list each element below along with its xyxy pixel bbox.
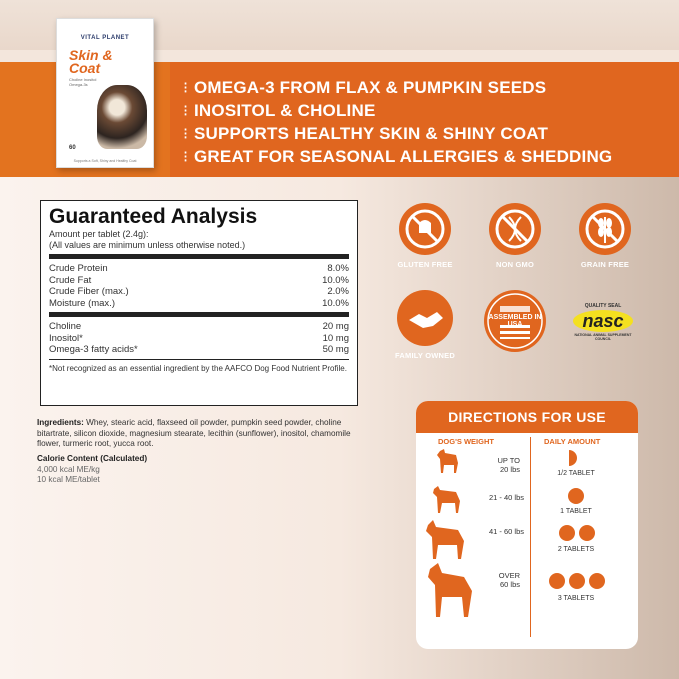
amount-per-tablet: Amount per tablet (2.4g):: [49, 229, 149, 239]
headline-item: [183, 76, 612, 99]
nasc-top-text: QUALITY SEAL: [584, 303, 622, 309]
bullet-icon: ⁝: [183, 125, 189, 143]
weight-label: 21 - 40 lbs: [488, 493, 524, 502]
weight-line: 20 lbs: [499, 465, 520, 474]
directions-title: DIRECTIONS FOR USE: [416, 401, 638, 433]
divider: [49, 359, 349, 360]
badge-label: GRAIN FREE: [580, 260, 630, 269]
product-box-image: [56, 18, 154, 168]
nutrient-name: Moisture (max.): [49, 297, 115, 309]
weight-label: 41 - 60 lbs: [488, 527, 524, 536]
footnote: *Not recognized as an essential ingredient by the AAFCO Dog Food Nutrient Profile.: [49, 363, 347, 373]
handshake-icon: [397, 290, 453, 346]
headline-item: [183, 145, 612, 168]
nutrient-value: 2.0%: [327, 286, 349, 297]
tablet-icon: [569, 573, 585, 589]
calorie-label: Calorie Content (Calculated): [37, 454, 148, 463]
calorie-per-kg: 4,000 kcal ME/kg: [37, 464, 100, 474]
tablet-icon: [559, 525, 575, 541]
grain-free-badge: [570, 203, 640, 269]
guaranteed-analysis-panel: [40, 200, 358, 406]
nutrient-value: 8.0%: [327, 263, 349, 274]
weight-label: [470, 456, 520, 474]
amount-label: 3 TABLETS: [557, 595, 595, 602]
ingredients-text: [37, 418, 367, 450]
analysis-row: [49, 333, 349, 345]
amount-column-header: DAILY AMOUNT: [544, 437, 601, 446]
analysis-row: [49, 275, 349, 287]
weight-column-header: DOG'S WEIGHT: [438, 437, 494, 446]
gluten-free-badge: [390, 203, 460, 269]
product-tagline: Supports a Soft, Shiny and Healthy Coat: [73, 159, 137, 163]
values-note: (All values are minimum unless otherwise noted.): [49, 240, 246, 250]
tablet-icon: [568, 488, 584, 504]
weight-line: OVER: [498, 571, 520, 580]
headline-text: GREAT FOR SEASONAL ALLERGIES & SHEDDING: [194, 146, 613, 166]
tablet-icon: [549, 573, 565, 589]
weight-label: [470, 571, 520, 589]
brand-logo: VITAL PLANET: [80, 35, 130, 41]
headline-text: SUPPORTS HEALTHY SKIN & SHINY COAT: [194, 123, 549, 143]
analysis-title: Guaranteed Analysis: [49, 205, 258, 228]
tablet-count: 60: [69, 145, 76, 151]
divider: [49, 254, 349, 259]
nasc-quality-seal: [568, 303, 638, 341]
small-dog-icon: [434, 445, 462, 475]
product-title-line2: Coat: [69, 60, 101, 76]
badge-label: GLUTEN FREE: [397, 260, 453, 269]
extra-large-dog-icon: [426, 561, 476, 619]
divider: [49, 312, 349, 317]
tablet-icon: [579, 525, 595, 541]
nutrient-name: Crude Fat: [49, 274, 92, 286]
nutrient-name: Crude Fiber (max.): [49, 286, 129, 297]
bullet-icon: ⁝: [183, 79, 189, 97]
ingredients-label: Ingredients:: [37, 418, 84, 427]
calorie-per-tablet: 10 kcal ME/tablet: [37, 475, 100, 484]
weight-line: 60 lbs: [499, 580, 520, 589]
nasc-logo: nasc: [573, 310, 633, 332]
analysis-row: [49, 286, 349, 298]
nutrient-name: Choline: [49, 321, 82, 332]
analysis-row: [49, 344, 349, 356]
column-divider: [530, 437, 531, 637]
assembled-text: ASSEMBLED IN USA: [488, 314, 542, 328]
nasc-bottom-text: NATIONAL ANIMAL SUPPLEMENT COUNCIL: [574, 333, 632, 341]
tablet-icon: [589, 573, 605, 589]
product-title-line1: Skin &: [69, 47, 113, 63]
usa-flag-icon: [484, 290, 546, 352]
non-gmo-icon: [489, 203, 541, 255]
nutrient-value: 20 mg: [322, 321, 349, 332]
nutrient-value: 10.0%: [322, 297, 349, 309]
gluten-free-icon: [399, 203, 451, 255]
amount-label: 2 TABLETS: [557, 546, 595, 553]
headline-list: [183, 76, 612, 168]
bullet-icon: ⁝: [183, 148, 189, 166]
nutrient-value: 10.0%: [322, 274, 349, 286]
non-gmo-badge: [480, 203, 550, 269]
headline-item: [183, 122, 612, 145]
analysis-row: [49, 263, 349, 275]
bullet-icon: ⁝: [183, 102, 189, 120]
product-title: [69, 49, 113, 75]
nutrient-value: 50 mg: [322, 344, 349, 355]
grain-free-icon: [579, 203, 631, 255]
amount-label: 1 TABLET: [560, 508, 592, 515]
family-owned-badge: [390, 290, 460, 360]
directions-panel: [416, 401, 638, 649]
analysis-row: [49, 298, 349, 310]
calorie-content: [37, 454, 147, 486]
nutrient-name: Inositol*: [49, 332, 83, 344]
product-subtext: Chollne Inositol Omega-3s: [69, 77, 97, 87]
headline-text: INOSITOL & CHOLINE: [194, 100, 376, 120]
ingredients-list: Whey, stearic acid, flaxseed oil powder, pumpkin seed powder, choline bitartrate, silicon dioxide, magnesium stearate, lecithin (sunflower), inositol, chamomile flower, turmeric root, yucca root.: [37, 418, 351, 448]
nutrient-name: Crude Protein: [49, 263, 108, 274]
badge-label: FAMILY OWNED: [395, 351, 455, 360]
amount-label: 1/2 TABLET: [557, 470, 595, 477]
headline-text: OMEGA-3 FROM FLAX & PUMPKIN SEEDS: [194, 77, 547, 97]
analysis-row: [49, 321, 349, 333]
half-tablet-icon: [569, 450, 577, 466]
large-dog-icon: [424, 517, 468, 561]
assembled-in-usa-badge: [480, 290, 550, 352]
dog-photo: [97, 85, 147, 149]
nutrient-value: 10 mg: [322, 332, 349, 344]
badge-label: NON GMO: [495, 260, 535, 269]
weight-line: UP TO: [497, 456, 520, 465]
medium-dog-icon: [430, 481, 464, 515]
headline-item: [183, 99, 612, 122]
nutrient-name: Omega-3 fatty acids*: [49, 344, 138, 355]
